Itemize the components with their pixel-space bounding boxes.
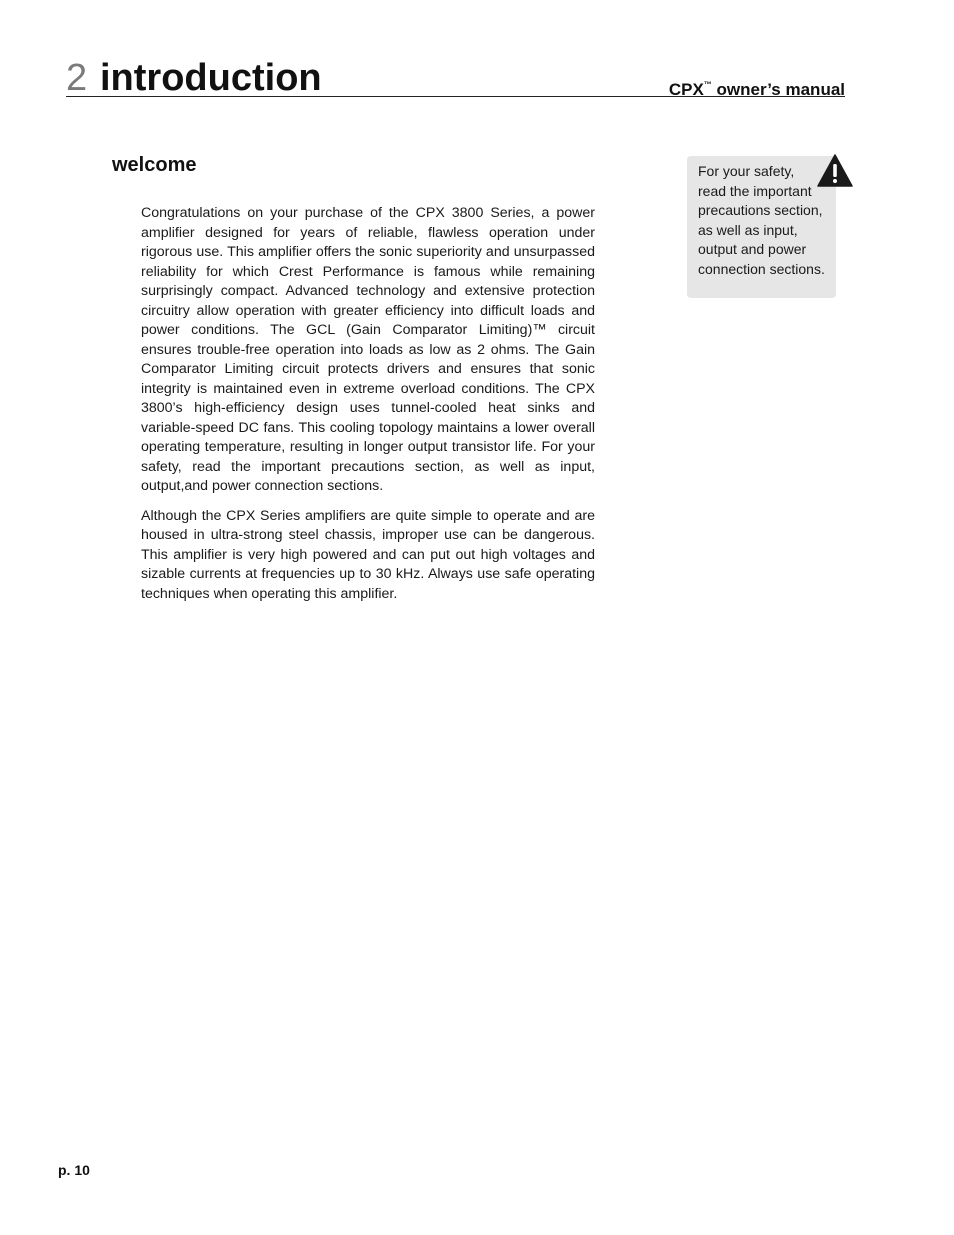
safety-note-line: read the important xyxy=(698,182,812,199)
safety-note-line: output and power xyxy=(698,241,807,258)
manual-suffix: owner’s manual xyxy=(711,80,845,99)
safety-note-line: connection sections. xyxy=(698,260,825,277)
body-paragraph: Although the CPX Series amplifiers are quite simple to operate and are housed in ultra-strong steel chassis, improper use can be dangerous. This amplifier is very high powered and can put out high voltages and sizable currents at frequencies up to 30 kHz. Always use safe operating techniques when operating this amplifier. xyxy=(141,507,595,602)
section-heading: welcome xyxy=(112,154,197,176)
safety-note xyxy=(687,156,836,298)
safety-note-line: For your safety, xyxy=(698,163,795,179)
body-text xyxy=(141,204,595,614)
chapter-title: introduction xyxy=(100,57,322,99)
safety-note-line: as well as input, xyxy=(698,221,798,238)
page-header xyxy=(66,56,845,97)
warning-triangle-icon xyxy=(817,154,853,187)
chapter-number: 2 xyxy=(66,57,88,99)
trademark-symbol: ™ xyxy=(703,80,712,89)
page-number: p. 10 xyxy=(58,1162,90,1178)
body-paragraph: Congratulations on your purchase of the CPX 3800 Series, a power amplifier designed for years of reliable, flawless operation under rigorous use. This amplifier offers the sonic superiority and unsurpassed reliability for which Crest Performance is famous while remaining surprisingly compact. Advanced technology and extensive protection circuitry allow operation with greater efficiency into difficult loads and power conditions. The GCL (Gain Comparator Limiting)™ circuit ensures trouble-free operation into loads as low as 2 ohms. The Gain Comparator Limiting circuit protects drivers and ensures that sonic integrity is maintained even in extreme overload conditions. The CPX 3800’s high-efficiency design uses tunnel-cooled heat sinks and variable-speed DC fans. This cooling topology maintains a lower overall operating temperature, resulting in longer output transistor life. For your safety, read the important precautions section, as well as input, output,and power connection sections. xyxy=(141,205,595,494)
manual-brand: CPX xyxy=(668,80,704,99)
safety-note-line: precautions section, xyxy=(698,202,823,219)
safety-note-text xyxy=(698,162,830,280)
manual-title xyxy=(669,74,845,101)
